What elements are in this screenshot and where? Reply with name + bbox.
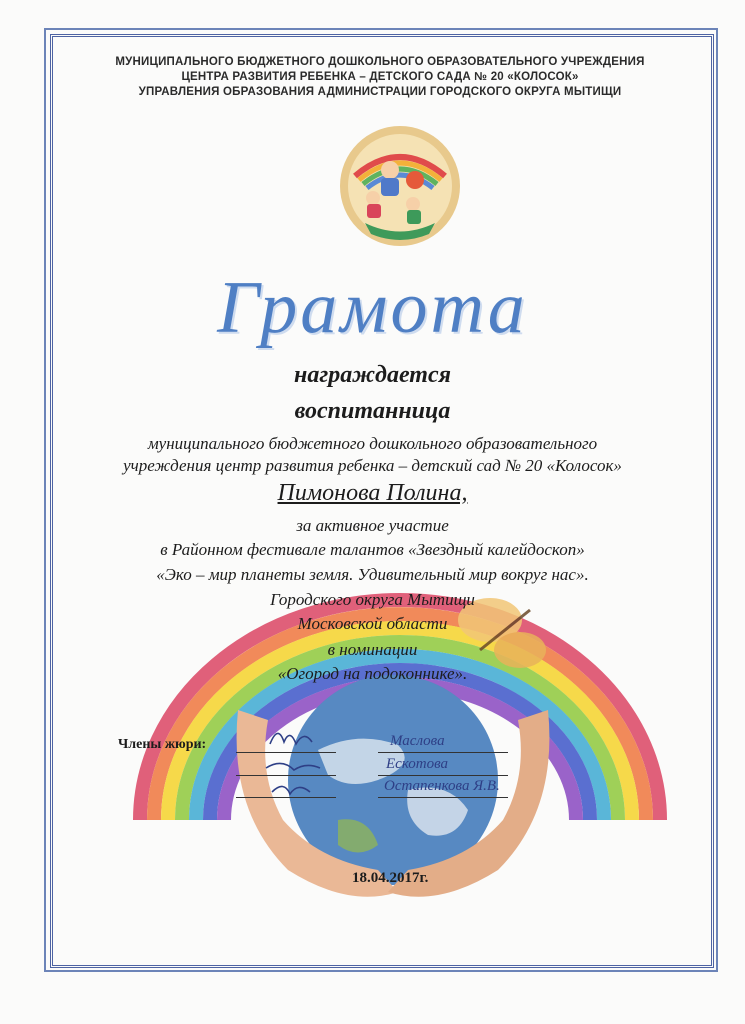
header-line-2: ЦЕНТРА РАЗВИТИЯ РЕБЕНКА – ДЕТСКОГО САДА № 20 «КОЛОСОК» (181, 71, 579, 83)
handwritten-signatures (260, 722, 340, 806)
awarded-text: награждается (294, 362, 451, 388)
document-title: Грамота (217, 267, 528, 349)
jury-signature-3: Остапенкова Я.В. (384, 778, 500, 794)
region-text: Московской области (297, 614, 448, 633)
kindergarten-emblem (325, 118, 475, 258)
header-line-3: УПРАВЛЕНИЯ ОБРАЗОВАНИЯ АДМИНИСТРАЦИИ ГОРОДСКОГО ОКРУГА МЫТИЩИ (138, 86, 622, 98)
jury-signature-2: Ескотова (386, 756, 449, 772)
organization-line-1: муниципального бюджетного дошкольного образовательного (147, 434, 598, 453)
recipient-name: Пимонова Полина, (277, 480, 468, 506)
nomination-intro: в номинации (327, 640, 418, 659)
jury-signature-1: Масловa (390, 733, 445, 749)
jury-label: Члены жюри: (118, 737, 207, 752)
district-text: Городского округа Мытищи (270, 590, 475, 609)
pupil-text: воспитанница (294, 398, 451, 424)
theme-text: «Эко – мир планеты земля. Удивительный мир вокруг нас». (156, 565, 589, 584)
signature-line (378, 752, 508, 753)
organization-line-2: учреждения центр развития ребенка – детский сад № 20 «Колосок» (123, 456, 622, 475)
festival-text: в Районном фестивале талантов «Звездный калейдоскоп» (160, 540, 585, 559)
nomination-title: «Огород на подоконнике». (277, 664, 468, 683)
reason-text: за активное участие (296, 516, 449, 535)
issue-date: 18.04.2017г. (352, 870, 429, 886)
signature-line (378, 775, 508, 776)
signature-line (378, 797, 508, 798)
header-line-1: МУНИЦИПАЛЬНОГО БЮДЖЕТНОГО ДОШКОЛЬНОГО ОБРАЗОВАТЕЛЬНОГО УЧРЕЖДЕНИЯ (115, 56, 645, 68)
wheat-wreath-icon (340, 126, 460, 246)
